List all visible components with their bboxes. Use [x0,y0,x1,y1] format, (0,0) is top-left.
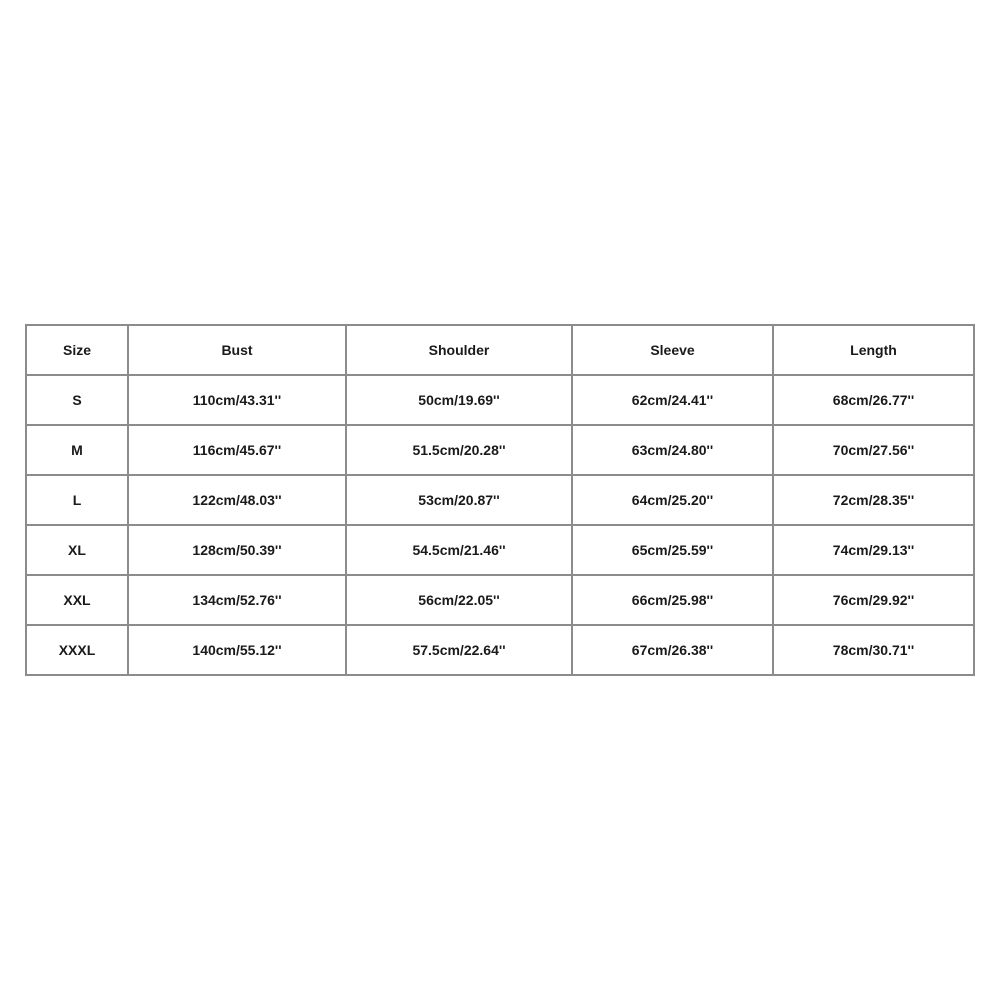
cell-size: XL [26,525,128,575]
cell-length: 74cm/29.13'' [773,525,974,575]
cell-sleeve: 62cm/24.41'' [572,375,773,425]
cell-sleeve: 64cm/25.20'' [572,475,773,525]
table-row [26,425,974,475]
cell-bust: 110cm/43.31'' [128,375,346,425]
cell-shoulder: 54.5cm/21.46'' [346,525,572,575]
header-length: Length [773,325,974,375]
table-row [26,575,974,625]
table-row [26,375,974,425]
cell-bust: 140cm/55.12'' [128,625,346,675]
cell-shoulder: 50cm/19.69'' [346,375,572,425]
header-bust: Bust [128,325,346,375]
cell-shoulder: 53cm/20.87'' [346,475,572,525]
header-sleeve: Sleeve [572,325,773,375]
cell-shoulder: 51.5cm/20.28'' [346,425,572,475]
header-size: Size [26,325,128,375]
cell-shoulder: 57.5cm/22.64'' [346,625,572,675]
cell-size: XXL [26,575,128,625]
cell-size: XXXL [26,625,128,675]
cell-size: M [26,425,128,475]
cell-length: 68cm/26.77'' [773,375,974,425]
cell-bust: 116cm/45.67'' [128,425,346,475]
cell-bust: 134cm/52.76'' [128,575,346,625]
cell-bust: 128cm/50.39'' [128,525,346,575]
cell-length: 72cm/28.35'' [773,475,974,525]
cell-bust: 122cm/48.03'' [128,475,346,525]
table-row [26,625,974,675]
cell-length: 70cm/27.56'' [773,425,974,475]
cell-sleeve: 67cm/26.38'' [572,625,773,675]
cell-length: 76cm/29.92'' [773,575,974,625]
cell-sleeve: 66cm/25.98'' [572,575,773,625]
cell-sleeve: 63cm/24.80'' [572,425,773,475]
cell-shoulder: 56cm/22.05'' [346,575,572,625]
header-shoulder: Shoulder [346,325,572,375]
size-chart-table [25,324,975,676]
table-header-row [26,325,974,375]
cell-size: S [26,375,128,425]
cell-size: L [26,475,128,525]
cell-length: 78cm/30.71'' [773,625,974,675]
table-row [26,525,974,575]
table-row [26,475,974,525]
cell-sleeve: 65cm/25.59'' [572,525,773,575]
